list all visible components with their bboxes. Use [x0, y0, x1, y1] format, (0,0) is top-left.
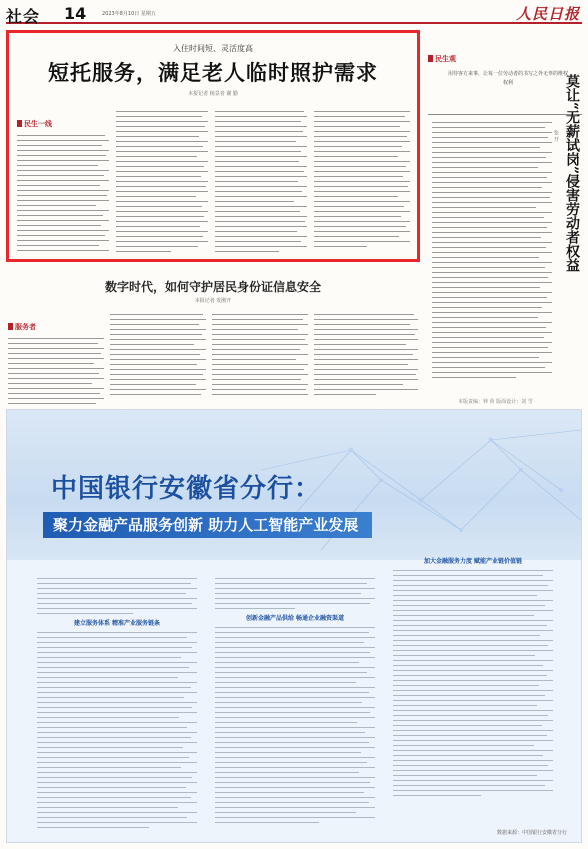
lead-col-1	[17, 111, 109, 255]
lead-column-tag: 民生一线	[24, 120, 52, 128]
ad-subtitle: 聚力金融产品服务创新 助力人工智能产业发展	[43, 512, 372, 538]
opinion-title[interactable]: 莫让“无薪试岗”侵害劳动者权益	[564, 74, 580, 273]
second-col-4	[314, 314, 418, 404]
opinion-column-tag: 民生观	[435, 55, 456, 63]
ad-col-1	[37, 578, 197, 828]
date-line: 2023年8月10日 星期五	[102, 11, 156, 17]
page-editor-credit: 本版责编：钟 荷 版面设计：刘 雪	[458, 399, 533, 405]
opinion-summary: 用待客方来事，让每一位劳动者的书写之外无辜的维权权利	[448, 71, 569, 86]
lead-headline[interactable]: 短托服务，满足老人临时照护需求	[48, 60, 378, 85]
second-column-tag: 服务者	[15, 323, 36, 331]
ad-subheading-3: 加大金融服务力度 赋能产业链价值链	[423, 558, 523, 565]
ad-source: 数据来源：中国银行安徽省分行	[496, 830, 567, 836]
ad-subheading-2: 创新金融产品供给 畅通企业融资渠道	[245, 615, 345, 622]
lead-col-4	[314, 111, 410, 255]
second-col-2	[110, 314, 206, 404]
ad-subheading-1: 建立服务体系 精准产业服务链条	[73, 620, 161, 627]
opinion-divider	[428, 114, 582, 115]
column-tag-icon	[8, 323, 13, 330]
opinion-tag	[428, 46, 456, 65]
column-tag-icon	[428, 55, 433, 62]
column-tag-icon	[17, 120, 22, 127]
page-number: 14	[64, 4, 87, 23]
bank-advertisement[interactable]	[6, 409, 582, 843]
lead-byline: 本报记者 杨景者 谢 勤	[188, 91, 238, 97]
lead-col-2	[116, 111, 208, 255]
lead-col-3	[215, 111, 307, 255]
lead-kicker: 入住时间短、灵活度高	[173, 44, 253, 53]
lead-article-highlight[interactable]	[6, 30, 420, 262]
opinion-author: 张 开	[553, 130, 559, 142]
ad-col-3	[393, 552, 553, 828]
ad-title: 中国银行安徽省分行：	[51, 474, 322, 504]
ad-col-2	[215, 578, 375, 828]
opinion-column	[428, 30, 582, 403]
second-headline[interactable]: 数字时代，如何守护居民身份证信息安全	[104, 280, 321, 294]
second-col-1	[8, 314, 104, 404]
second-col-3	[212, 314, 308, 404]
second-byline: 本报记者 发刚开	[194, 298, 232, 304]
newspaper-logo: 人民日报	[515, 5, 580, 23]
masthead	[6, 4, 582, 24]
section-name: 社会	[6, 7, 41, 26]
opinion-body	[432, 122, 552, 390]
